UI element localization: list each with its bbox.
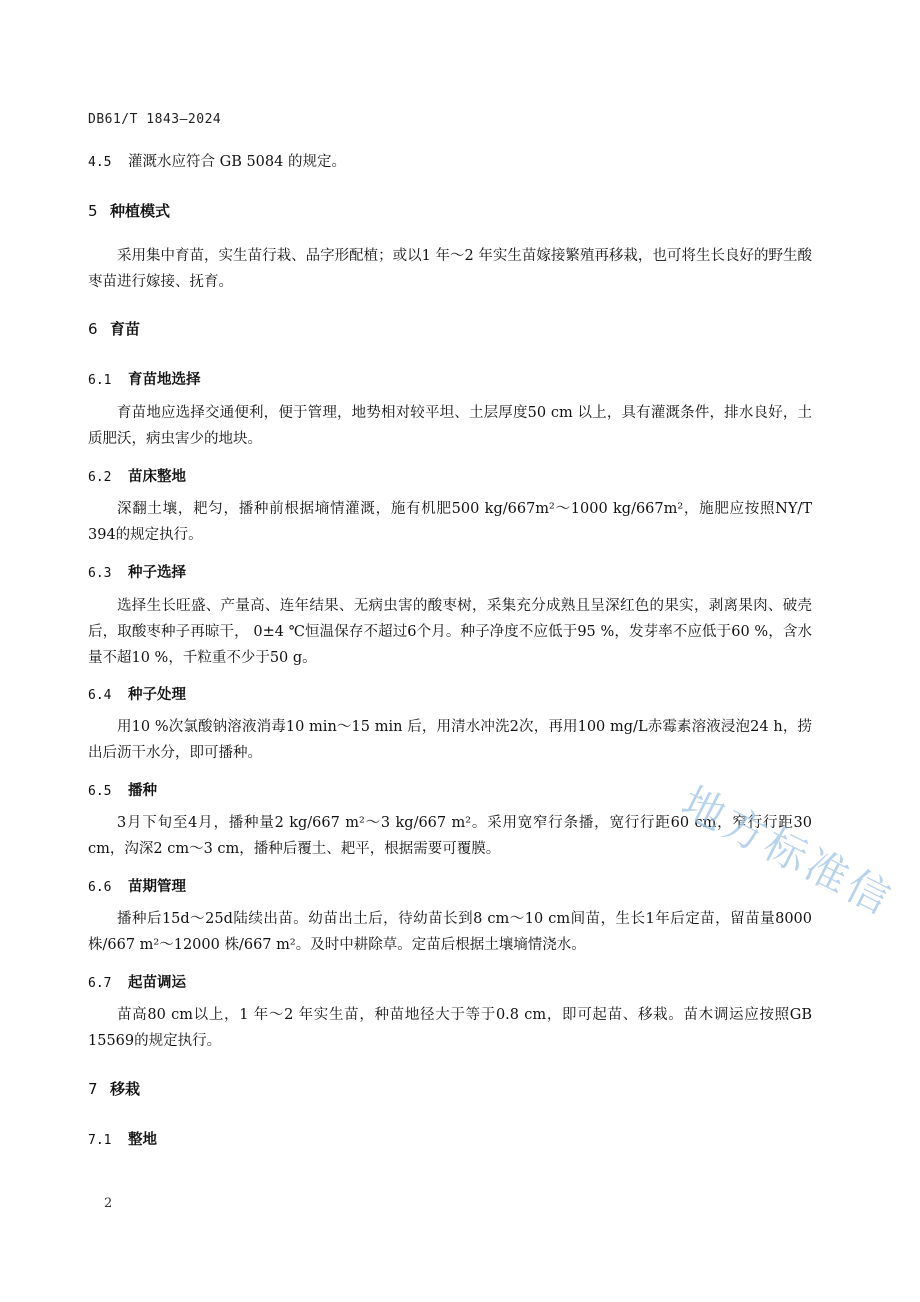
subsection-title: 起苗调运 [128,975,186,991]
subsection-title: 种子处理 [128,687,186,703]
subsection-number: 6.2 [88,470,112,485]
section-heading-7 [88,1078,140,1099]
subsection-number: 7.1 [88,1133,112,1148]
section-number: 6 [88,320,98,338]
subsection-number: 6.4 [88,688,112,703]
subsection-heading-6-7 [88,971,186,992]
subsection-number: 6.5 [88,784,112,799]
clause-number: 4.5 [88,155,112,170]
section-title: 移栽 [110,1080,141,1098]
clause-4-5 [88,150,346,171]
section-title: 种植模式 [110,202,171,220]
subsection-heading-6-4 [88,683,186,704]
section-number: 5 [88,202,98,220]
subsection-title: 播种 [128,783,157,799]
section-title: 育苗 [110,320,141,338]
page-number: 2 [104,1196,113,1211]
subsection-title: 苗期管理 [128,879,186,895]
subsection-heading-6-2 [88,465,186,486]
paragraph-5: 采用集中育苗，实生苗行栽、品字形配植；或以1 年～2 年实生苗嫁接繁殖再移栽，也可将生长良好的野生酸枣苗进行嫁接、抚育。 [88,248,812,290]
subsection-number: 6.6 [88,880,112,895]
subsection-number: 6.1 [88,373,112,388]
subsection-heading-6-3 [88,561,186,582]
subsection-heading-6-6 [88,875,186,896]
subsection-title: 育苗地选择 [128,372,201,388]
subsection-title: 整地 [128,1132,157,1148]
subsection-title: 种子选择 [128,565,186,581]
watermark: 地方标准信 [674,777,902,926]
subsection-number: 6.7 [88,976,112,991]
document-code: DB61/T 1843—2024 [88,112,222,127]
subsection-heading-7-1 [88,1128,157,1149]
paragraph-6-1: 育苗地应选择交通便利，便于管理，地势相对较平坦、土层厚度50 cm 以上，具有灌溉条件，排水良好，土质肥沃，病虫害少的地块。 [88,405,812,447]
subsection-title: 苗床整地 [128,469,186,485]
paragraph-6-2: 深翻土壤，耙匀，播种前根据墒情灌溉，施有机肥500 kg/667m²～1000 kg/667m²，施肥应按照NY/T 394的规定执行。 [88,501,812,543]
section-heading-5 [88,200,170,221]
clause-text: 灌溉水应符合 GB 5084 的规定。 [128,154,346,170]
section-number: 7 [88,1080,98,1098]
paragraph-6-4: 用10 %次氯酸钠溶液消毒10 min～15 min 后，用清水冲洗2次，再用100 mg/L赤霉素溶液浸泡24 h，捞出后沥干水分，即可播种。 [88,719,812,761]
paragraph-6-5: 3月下旬至4月，播种量2 kg/667 m²～3 kg/667 m²。采用宽窄行条播，宽行行距60 cm，窄行行距30 cm，沟深2 cm～3 cm，播种后覆土、耙平，根据需要可覆膜。 [88,815,812,857]
section-heading-6 [88,318,140,339]
paragraph-6-3: 选择生长旺盛、产量高、连年结果、无病虫害的酸枣树，采集充分成熟且呈深红色的果实，剥离果肉、破壳后，取酸枣种子再晾干， 0±4 ℃恒温保存不超过6个月。种子净度不应低于95 %，发芽率不应低于60 %，含水量不超10 %，千粒重不少于50 g。 [88,598,812,666]
subsection-heading-6-1 [88,368,201,389]
subsection-number: 6.3 [88,566,112,581]
paragraph-6-6: 播种后15d～25d陆续出苗。幼苗出土后，待幼苗长到8 cm～10 cm间苗，生长1年后定苗，留苗量8000株/667 m²～12000 株/667 m²。及时中耕除草。定苗后根据土壤墒情浇水。 [88,911,812,953]
paragraph-6-7: 苗高80 cm以上，1 年～2 年实生苗，种苗地径大于等于0.8 cm，即可起苗、移栽。苗木调运应按照GB 15569的规定执行。 [88,1007,812,1049]
subsection-heading-6-5 [88,779,157,800]
